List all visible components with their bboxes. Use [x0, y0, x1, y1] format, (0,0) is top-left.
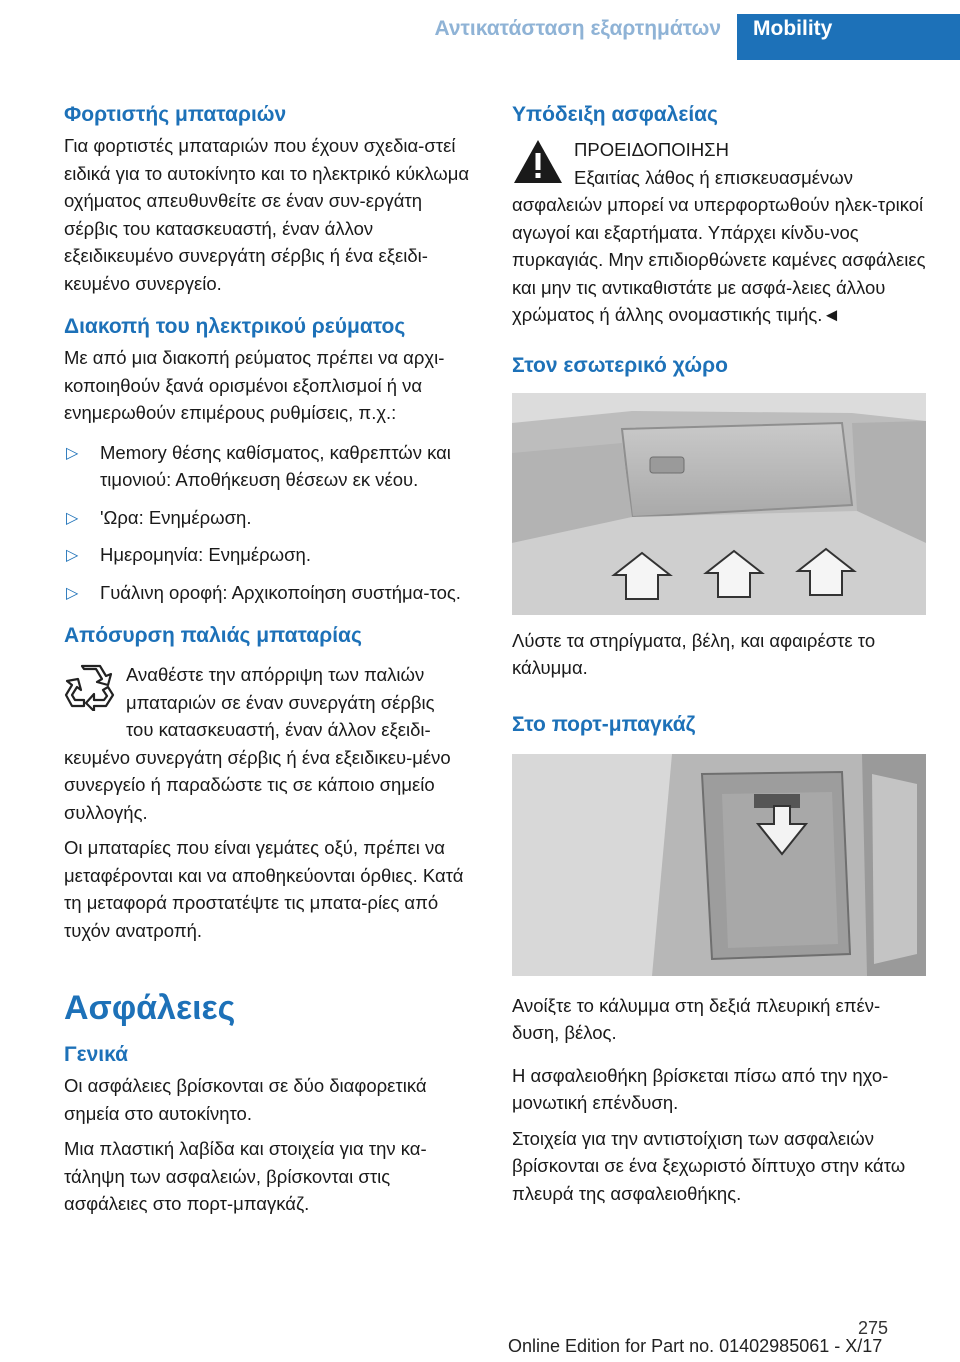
list-item: ▷ Γυάλινη οροφή: Αρχικοποίηση συστήμα-τος. [64, 579, 478, 607]
heading-safety-note: Υπόδειξη ασφαλείας [512, 103, 718, 126]
paragraph-trunk-1: Ανοίξτε το κάλυμμα στη δεξιά πλευρική επέν-δυση, βέλος. [512, 994, 881, 1043]
heading-battery-disposal: Απόσυρση παλιάς μπαταρίας [64, 624, 362, 647]
glovebox-fuse-cover-image [512, 393, 926, 615]
paragraph-trunk-3: Στοιχεία για την αντιστοίχιση των ασφαλειών βρίσκονται σε ένα ξεχωριστό δίπτυχο στην κάτω πλευρά της ασφαλειοθήκης. [512, 1127, 906, 1204]
triangle-right-icon: ▷ [66, 584, 79, 602]
paragraph-trunk-2: Η ασφαλειοθήκη βρίσκεται πίσω από την ηχο-μονωτική επένδυση. [512, 1064, 889, 1113]
heading-trunk: Στο πορτ-μπαγκάζ [512, 712, 696, 736]
triangle-right-icon: ▷ [66, 509, 79, 527]
paragraph-general-2: Μια πλαστική λαβίδα και στοιχεία για την κα-τάληψη των ασφαλειών, βρίσκονται στις ασφάλειες στο πορτ-μπαγκάζ. [64, 1138, 427, 1214]
trunk-fuse-cover-image [512, 754, 926, 976]
paragraph-power-interruption: Με από μια διακοπή ρεύματος πρέπει να αρχι-κοποιηθούν ξανά ορισμένοι εξοπλισμοί ή να ενημερωθούν επιμέρους ρυθμίσεις, π.χ.: [64, 347, 445, 423]
heading-power-interruption: Διακοπή του ηλεκτρικού ρεύματος [64, 315, 406, 338]
paragraph-acid-batteries: Οι μπαταρίες που είναι γεμάτες οξύ, πρέπει να μεταφέρονται και να αποθηκεύονται όρθιες. Κατά τη μεταφορά προστατέψτε τις μπατα-ρίες από τυχόν ανατροπή. [64, 837, 464, 941]
triangle-right-icon: ▷ [66, 444, 79, 462]
paragraph-battery-chargers: Για φορτιστές μπαταριών που έχουν σχεδια-στεί ειδικά για το αυτοκίνητο και το ηλεκτρικό κύκλωμα οχήματος απευθυνθείτε σε έναν συν-εργάτη σέρβις του κατασκευαστή, έναν άλλον εξειδικευμένο συνεργάτη σέρβις ή ένα εξειδι-κευμένο συνεργείο. [64, 135, 470, 294]
triangle-right-icon: ▷ [66, 547, 79, 564]
list-item: ▷ 'Ωρα: Ενημέρωση. [64, 504, 478, 532]
paragraph-general-1: Οι ασφάλειες βρίσκονται σε δύο διαφορετικά σημεία στο αυτοκίνητο. [64, 1075, 427, 1124]
page-number: 275 [858, 1318, 889, 1338]
disposal-notice: Αναθέστε την απόρριψη των παλιών μπαταριών σε έναν συνεργάτη σέρβις του κατασκευαστή, έναν άλλον εξειδι- κευμένο συνεργάτη σέρβις ή ένα εξειδικευ-μένο συνεργείο ή παραδώστε τις σε κάποιο σημείο συλλογής. [64, 664, 451, 823]
edition-footer: Online Edition for Part no. 01402985061 - X/17 [508, 1336, 883, 1356]
recycle-icon [64, 663, 116, 711]
right-column [512, 100, 926, 1207]
reset-list [64, 439, 478, 607]
running-header-section: Αντικατάσταση εξαρτημάτων [434, 17, 721, 40]
list-item: ▷ Memory θέσης καθίσματος, καθρεπτών και τιμονιού: Αποθήκευση θέσεων εκ νέου. [66, 441, 451, 490]
warning-notice: ΠΡΟΕΙΔΟΠΟΙΗΣΗ Εξαιτίας λάθος ή επισκευασμένων ασφαλειών μπορεί να υπερφορτωθούν ηλεκ-τρικοί αγωγοί και εξαρτήματα. Υπάρχει κίνδυ-νος πυρκαγιάς. Μην επιδιορθώνετε καμένες ασφάλειες και μην τις αντικαθιστάτε με ασφά-λειες άλλου χρώματος ή άλλης ονομαστικής τιμής.◄ [512, 139, 926, 325]
running-header-tab: Mobility [737, 14, 960, 60]
list-item: ▷ Ημερομηνία: Ενημέρωση. [64, 541, 478, 569]
warning-triangle-icon [512, 138, 564, 186]
heading-fuses: Ασφάλειες [64, 989, 236, 1027]
heading-general: Γενικά [64, 1043, 129, 1066]
heading-interior: Στον εσωτερικό χώρο [512, 353, 728, 377]
left-column [64, 100, 478, 1218]
heading-battery-chargers: Φορτιστής μπαταριών [64, 103, 287, 126]
paragraph-interior: Λύστε τα στηρίγματα, βέλη, και αφαιρέστε το κάλυμμα. [512, 629, 876, 678]
